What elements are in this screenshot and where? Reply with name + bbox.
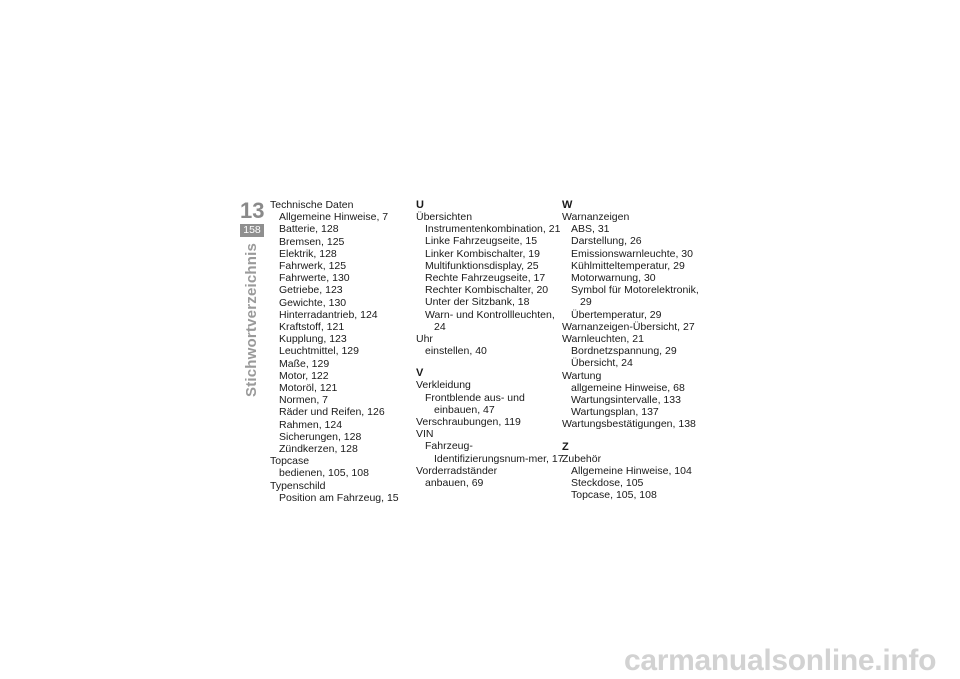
- index-subentry: Allgemeine Hinweise, 104: [571, 464, 692, 477]
- index-subentry: Getriebe, 123: [279, 284, 343, 297]
- index-subentry: Position am Fahrzeug, 15: [279, 491, 399, 504]
- index-subentry: Warn- und Kontrollleuchten, 24: [425, 308, 555, 333]
- index-subentry: Kraftstoff, 121: [279, 321, 345, 334]
- index-column-3: [562, 199, 710, 501]
- index-entry: Typenschild: [270, 479, 326, 492]
- index-entry: Wartungsbestätigungen, 138: [562, 418, 696, 431]
- index-subentry: Fahrwerk, 125: [279, 260, 347, 273]
- index-subentry: Rechte Fahrzeugseite, 17: [425, 272, 546, 285]
- index-subentry: bedienen, 105, 108: [279, 467, 369, 480]
- index-subentry: Zündkerzen, 128: [279, 443, 358, 456]
- index-entry: Warnleuchten, 21: [562, 333, 644, 346]
- index-subentry: Hinterradantrieb, 124: [279, 308, 378, 321]
- index-subentry: Allgemeine Hinweise, 7: [279, 211, 389, 224]
- index-subentry: Steckdose, 105: [571, 477, 644, 490]
- index-entry: Warnanzeigen-Übersicht, 27: [562, 320, 695, 333]
- index-subentry: Unter der Sitzbank, 18: [425, 296, 530, 309]
- index-letter: Z: [562, 440, 569, 453]
- index-subentry: Räder und Reifen, 126: [279, 406, 385, 419]
- index-entry: Zubehör: [562, 452, 602, 465]
- index-subentry: Rechter Kombischalter, 20: [425, 284, 549, 297]
- index-subentry: Übertemperatur, 29: [571, 308, 662, 321]
- index-subentry: Maße, 129: [279, 357, 330, 370]
- index-column-1: [270, 199, 418, 504]
- index-subentry: Emissionswarnleuchte, 30: [571, 247, 693, 260]
- index-subentry: Bremsen, 125: [279, 235, 345, 248]
- index-letter: U: [416, 199, 424, 211]
- index-subentry: Kühlmitteltemperatur, 29: [571, 259, 685, 272]
- index-subentry: Fahrzeug-Identifizierungsnum-mer, 17: [425, 440, 564, 465]
- index-subentry: Linke Fahrzeugseite, 15: [425, 235, 538, 248]
- index-subentry: Sicherungen, 128: [279, 430, 362, 443]
- index-subentry: Kupplung, 123: [279, 333, 347, 346]
- index-subentry: Frontblende aus- und einbauen, 47: [425, 391, 525, 416]
- index-subentry: Gewichte, 130: [279, 296, 347, 309]
- index-subentry: ABS, 31: [571, 223, 610, 236]
- index-entry: Vorderradständer: [416, 464, 498, 477]
- index-entry: Verschraubungen, 119: [416, 416, 521, 429]
- index-subentry: Übersicht, 24: [571, 357, 633, 370]
- index-subentry: Linker Kombischalter, 19: [425, 247, 540, 260]
- index-entry: Übersichten: [416, 211, 473, 223]
- index-subentry: einstellen, 40: [425, 345, 487, 358]
- index-subentry: Symbol für Motorelektronik, 29: [571, 284, 699, 309]
- watermark: carmanualsonline.info: [624, 644, 937, 677]
- index-subentry: Bordnetzspannung, 29: [571, 345, 677, 358]
- index-subentry: Wartungsintervalle, 133: [571, 394, 681, 407]
- index-column-2: [416, 199, 564, 489]
- index-subentry: Batterie, 128: [279, 223, 339, 236]
- index-subentry: Instrumentenkombination, 21: [425, 223, 561, 236]
- index-subentry: Rahmen, 124: [279, 418, 343, 431]
- index-entry: Technische Daten: [270, 199, 354, 211]
- index-subentry: Topcase, 105, 108: [571, 489, 657, 502]
- index-entry: Wartung: [562, 369, 602, 382]
- page-number: 158: [240, 224, 264, 237]
- index-subentry: Darstellung, 26: [571, 235, 642, 248]
- index-entry: Verkleidung: [416, 379, 471, 392]
- index-letter: V: [416, 367, 424, 380]
- index-gap: [416, 357, 564, 367]
- index-subentry: Multifunktionsdisplay, 25: [425, 259, 539, 272]
- index-entry: Uhr: [416, 333, 433, 346]
- index-subentry: Motoröl, 121: [279, 382, 338, 395]
- index-subentry: allgemeine Hinweise, 68: [571, 381, 685, 394]
- index-entry: Topcase: [270, 455, 310, 468]
- index-subentry: Fahrwerte, 130: [279, 272, 350, 285]
- chapter-title: Stichwortverzeichnis: [243, 242, 260, 397]
- index-subentry: Normen, 7: [279, 394, 329, 407]
- index-letter: W: [562, 199, 573, 211]
- index-subentry: Motorwarnung, 30: [571, 272, 656, 285]
- index-subentry: Leuchtmittel, 129: [279, 345, 359, 358]
- index-gap: [562, 431, 710, 441]
- index-entry: VIN: [416, 428, 434, 441]
- index-entry: Warnanzeigen: [562, 211, 630, 223]
- chapter-number: 13: [240, 198, 265, 223]
- index-subentry: Wartungsplan, 137: [571, 406, 659, 419]
- index-subentry: anbauen, 69: [425, 477, 484, 490]
- index-subentry: Elektrik, 128: [279, 247, 337, 260]
- index-subentry: Motor, 122: [279, 369, 329, 382]
